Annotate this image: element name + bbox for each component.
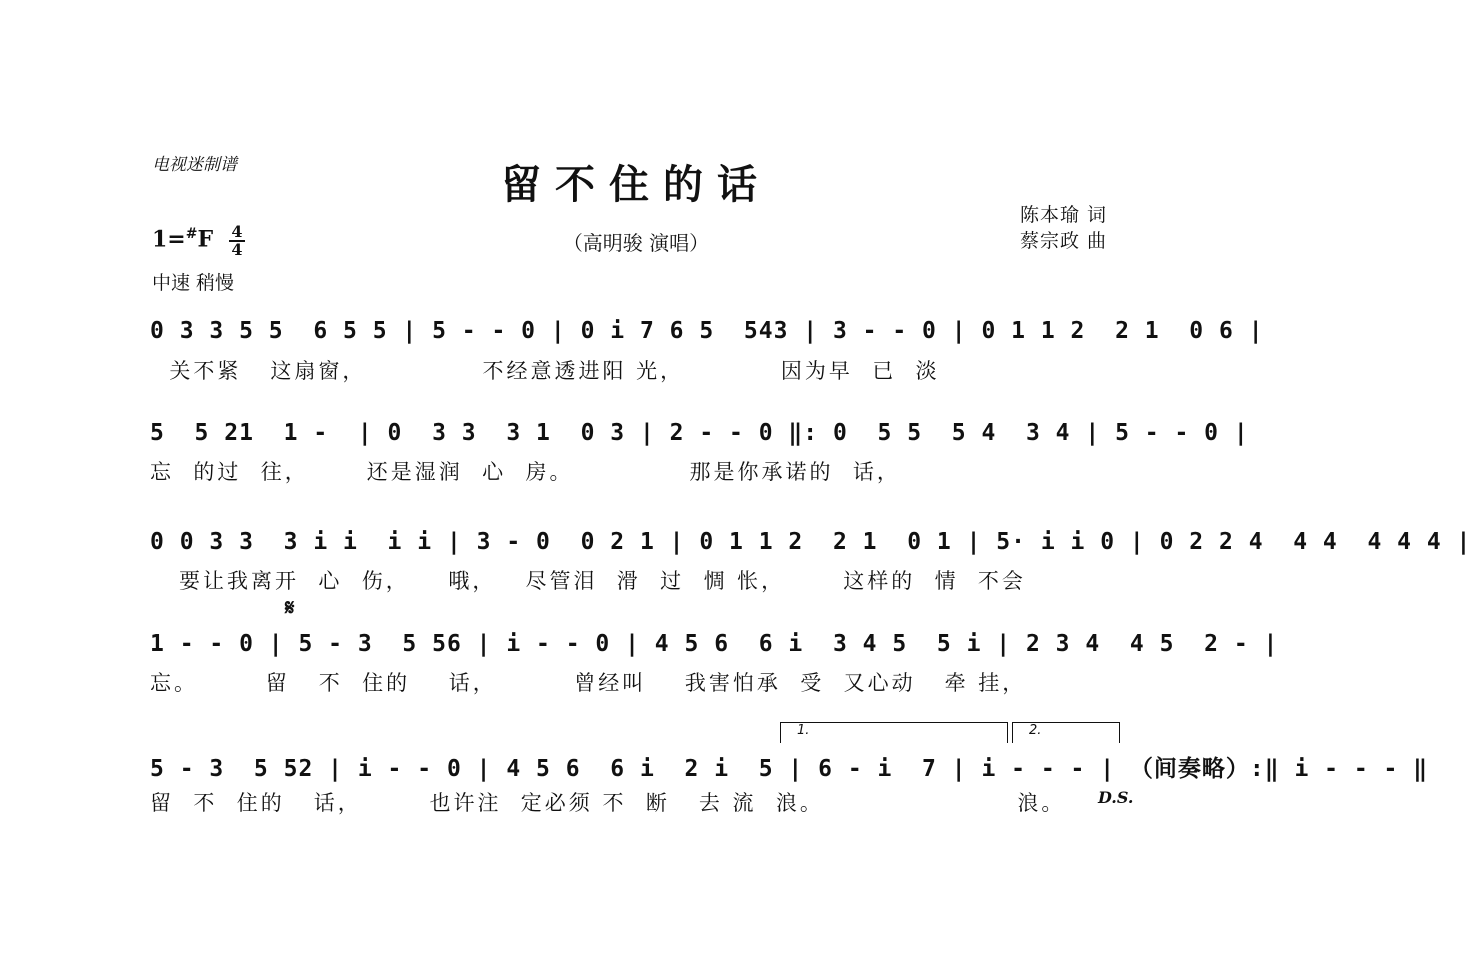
volta-2-label: 2. bbox=[1029, 723, 1042, 738]
segno-sign: 𝄋 bbox=[285, 596, 295, 621]
dal-segno-marking: D.S. bbox=[1098, 788, 1134, 807]
lyrics-line-4: 忘。 留 不 住的 话， 曾经叫 我害怕承 受 又心动 牵 挂， bbox=[150, 671, 1027, 695]
song-title: 留不住的话 bbox=[501, 161, 771, 208]
source-credit: 电视迷制谱 bbox=[152, 155, 237, 175]
tempo-marking: 中速 稍慢 bbox=[152, 272, 235, 294]
time-signature bbox=[228, 224, 246, 258]
composer-credit: 蔡宗政 曲 bbox=[1020, 230, 1108, 252]
lyrics-line-1: 关不紧 这扇窗， 不经意透进阳 光， 因为早 已 淡 bbox=[150, 359, 940, 383]
notes-line-3: 0 0 3 3 3 i i i i | 3 - 0 0 2 1 | 0 1 1 2 2 1 0 1 | 5· i i 0 | 0 2 2 4 4 4 4 4 4 | bbox=[150, 529, 1471, 555]
singer-credit: （高明骏 演唱） bbox=[562, 231, 710, 255]
lyricist-credit: 陈本瑜 词 bbox=[1020, 204, 1108, 226]
time-bottom: 4 bbox=[229, 240, 245, 258]
time-top: 4 bbox=[231, 222, 243, 241]
lyrics-line-3: 要让我离开 心 伤， 哦， 尽管泪 滑 过 惆 怅， 这样的 情 不会 bbox=[150, 569, 1026, 593]
key-note: F bbox=[197, 226, 214, 253]
volta-1 bbox=[780, 722, 1008, 743]
key-sharp: # bbox=[185, 226, 198, 242]
notes-line-4: 1 - - 0 | 5 - 3 5 56 | i - - 0 | 4 5 6 6 i 3 4 5 5 i | 2 3 4 4 5 2 - | bbox=[150, 631, 1279, 657]
notes-line-2: 5 5 21 1 - | 0 3 3 3 1 0 3 | 2 - - 0 ‖: 0 5 5 5 4 3 4 | 5 - - 0 | bbox=[150, 420, 1249, 446]
key-signature bbox=[152, 226, 213, 252]
key-prefix: 1= bbox=[152, 226, 186, 253]
notes-line-5: 5 - 3 5 52 | i - - 0 | 4 5 6 6 i 2 i 5 | 6 - i 7 | i - - - | （间奏略）:‖ i - - - ‖ bbox=[150, 756, 1429, 782]
volta-1-label: 1. bbox=[797, 723, 810, 738]
lyrics-line-2: 忘 的过 往， 还是湿润 心 房。 那是你承诺的 话， bbox=[150, 460, 901, 484]
lyrics-line-5: 留 不 住的 话， 也许注 定必须 不 断 去 流 浪。 浪。 bbox=[150, 791, 1066, 815]
notes-line-1: 0 3 3 5 5 6 5 5 | 5 - - 0 | 0 i 7 6 5 543 | 3 - - 0 | 0 1 1 2 2 1 0 6 | bbox=[150, 318, 1264, 344]
volta-2 bbox=[1012, 722, 1120, 743]
